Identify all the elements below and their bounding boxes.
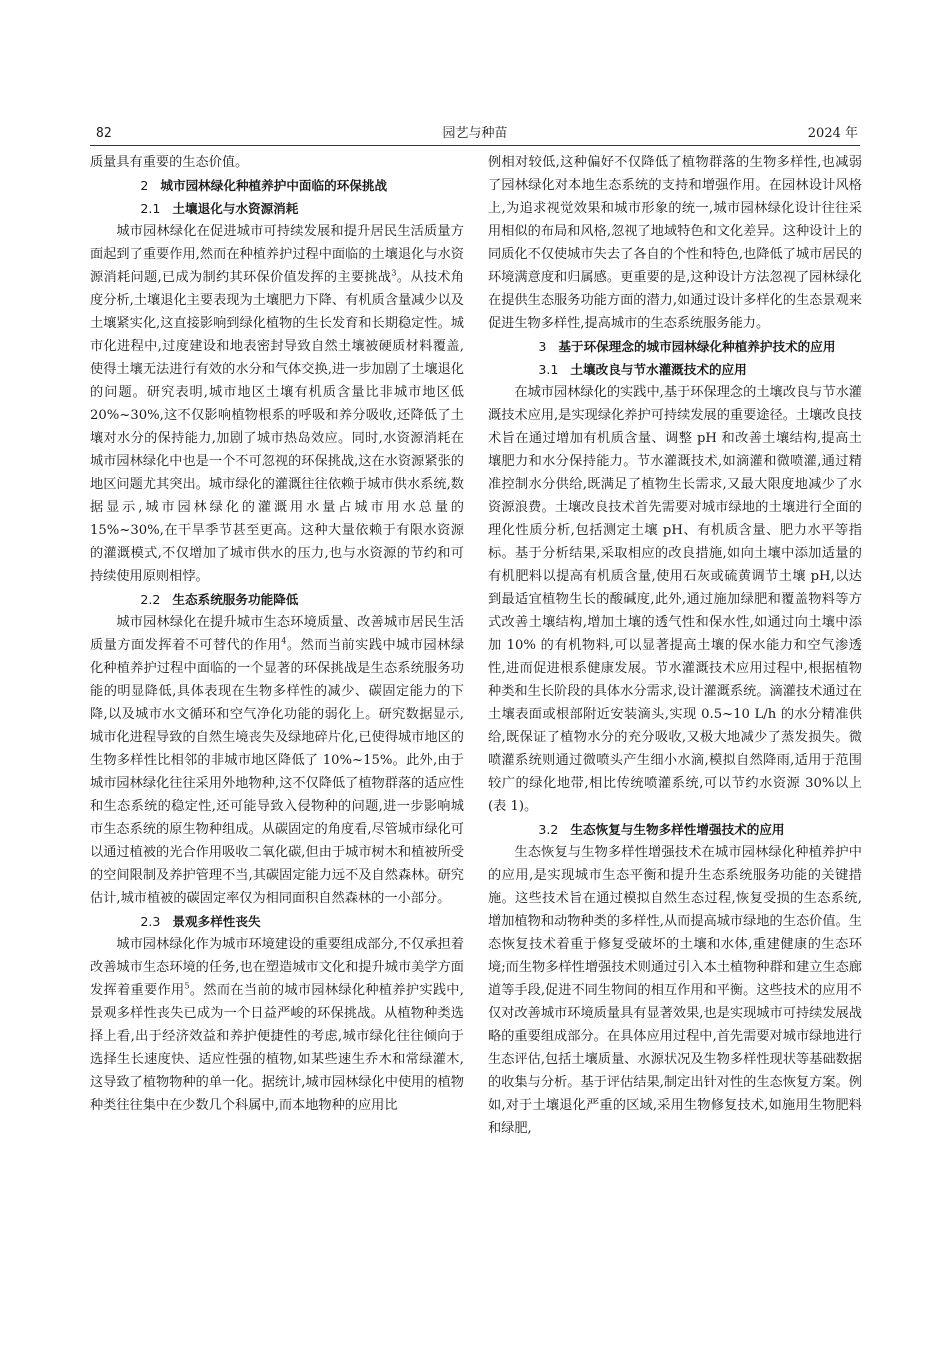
section-number: 3.1 <box>538 362 559 377</box>
section-3-1-heading <box>488 358 862 381</box>
paragraph-text: 城市园林绿化作为城市环境建设的重要组成部分,不仅承担着改善城市生态环境的任务,也在塑造城市文化和提升城市美学方面发挥着重要作用 <box>90 937 464 998</box>
continued-paragraph: 质量具有重要的生态价值。 <box>90 155 249 170</box>
page-number: 82 <box>96 126 112 141</box>
citation-ref: 4 <box>281 636 287 646</box>
section-number: 2.1 <box>140 201 161 216</box>
paragraph-text: 。然而在当前的城市园林绿化种植养护实践中,景观多样性丧失已成为一个日益严峻的环保挑战。从植物种类选择上看,出于经济效益和养护便捷性的考虑,城市绿化往往倾向于选择生长速度快、适应性强的植物,如某些速生乔木和常绿灌木,这导致了植物物种的单一化。据统计,城市园林绿化中使用的植物种类往往集中在少数几个科属中,而本地物种的应用比 <box>90 983 464 1113</box>
paragraph-text: 。从技术角度分析,土壤退化主要表现为土壤肥力下降、有机质含量减少以及土壤紧实化,这直接影响到绿化植物的生长发育和长期稳定性。城市化进程中,过度建设和地表密封导致自然土壤被硬质材料覆盖,使得土壤无法进行有效的水分和气体交换,进一步加剧了土壤退化的问题。研究表明,城市地区土壤有机质含量比非城市地区低 20%~30%,这不仅影响植物根系的呼吸和养分吸收,还降低了土壤对水分的保持能力,加剧了城市热岛效应。同时,水资源消耗在城市园林绿化中也是一个不可忽视的环保挑战,这在水资源紧张的地区问题尤其突出。城市绿化的灌溉往往依赖于城市供水系统,数据显示,城市园林绿化的灌溉用水量占城市用水总量的 15%~30%,在干旱季节甚至更高。这种大量依赖于有限水资源的灌溉模式,不仅增加了城市供水的压力,也与水资源的节约和可持续使用原则相悖。 <box>90 270 464 584</box>
section-title: 土壤退化与水资源消耗 <box>172 201 299 216</box>
section-number: 3 <box>538 339 547 354</box>
paragraph-text: 城市园林绿化在促进城市可持续发展和提升居民生活质量方面起到了重要作用,然而在种植养护过程中面临的土壤退化与水资源消耗问题,已成为制约其环保价值发挥的主要挑战 <box>90 224 464 285</box>
running-header <box>90 123 860 146</box>
section-title: 基于环保理念的城市园林绿化种植养护技术的应用 <box>558 339 836 354</box>
paragraph-text: 。然而当前实践中城市园林绿化种植养护过程中面临的一个显著的环保挑战是生态系统服务功能的明显降低,具体表现在生物多样性的减少、碳固定能力的下降,以及城市水文循环和空气净化功能的弱化上。研究数据显示,城市化进程导致的自然生境丧失及绿地碎片化,已使得城市地区的生物多样性比相邻的非城市地区降低了 10%~15%。此外,由于城市园林绿化往往采用外地物种,这不仅降低了植物群落的适应性和生态系统的稳定性,还可能导致入侵物种的问题,进一步影响城市生态系统的原生物种组成。从碳固定的角度看,尽管城市绿化可以通过植被的光合作用吸收二氧化碳,但由于城市树木和植被所受的空间限制及养护管理不当,其碳固定能力远不及自然森林。研究估计,城市植被的碳固定率仅为相同面积自然森林的一小部分。 <box>90 638 465 906</box>
section-title: 生态恢复与生物多样性增强技术的应用 <box>570 822 785 837</box>
journal-name: 园艺与种苗 <box>442 126 508 141</box>
citation-ref: 5 <box>184 981 190 991</box>
section-3-heading <box>488 335 862 358</box>
left-column <box>90 151 464 1117</box>
paragraph-3-2: 生态恢复与生物多样性增强技术在城市园林绿化种植养护中的应用,是实现城市生态平衡和提升生态系统服务功能的关键措施。这些技术旨在通过模拟自然生态过程,恢复受损的生态系统,增加植物和动物种类的多样性,从而提高城市绿地的生态价值。生态恢复技术着重于修复受破坏的土壤和水体,重建健康的生态环境;而生物多样性增强技术则通过引入本土植物种群和建立生态廊道等手段,促进不同生物间的相互作用和平衡。这些技术的应用不仅对改善城市环境质量具有显著效果,也是实现城市可持续发展战略的重要组成部分。在具体应用过程中,首先需要对城市绿地进行生态评估,包括土壤质量、水源状况及生物多样性现状等基础数据的收集与分析。基于评估结果,制定出针对性的生态恢复方案。例如,对于土壤退化严重的区域,采用生物修复技术,如施用生物肥料和绿肥, <box>488 845 862 1136</box>
paragraph-text: 城市园林绿化在提升城市生态环境质量、改善城市居民生活质量方面发挥着不可替代的作用 <box>90 615 464 653</box>
paragraph-2-1 <box>90 220 464 588</box>
paragraph-2-3 <box>90 933 464 1117</box>
section-title: 城市园林绿化种植养护中面临的环保挑战 <box>160 178 388 193</box>
section-2-1-heading <box>90 197 464 220</box>
section-2-3-heading <box>90 910 464 933</box>
section-number: 2.3 <box>140 914 161 929</box>
continued-paragraph: 例相对较低,这种偏好不仅降低了植物群落的生物多样性,也减弱了园林绿化对本地生态系统的支持和增强作用。在园林设计风格上,为追求视觉效果和城市形象的统一,城市园林绿化设计往往采用相似的布局和风格,忽视了地域特色和文化差异。这种设计上的同质化不仅使城市失去了各自的个性和特色,也降低了城市居民的环境满意度和归属感。更重要的是,这种设计方法忽视了园林绿化在提供生态服务功能方面的潜力,如通过设计多样化的生态景观来促进生物多样性,提高城市的生态系统服务能力。 <box>488 155 862 331</box>
paragraph-2-2 <box>90 611 464 910</box>
section-title: 生态系统服务功能降低 <box>172 592 299 607</box>
publication-year: 2024 年 <box>807 126 858 141</box>
section-2-heading <box>90 174 464 197</box>
section-title: 景观多样性丧失 <box>172 914 261 929</box>
section-title: 土壤改良与节水灌溉技术的应用 <box>570 362 747 377</box>
section-number: 3.2 <box>538 822 559 837</box>
paragraph-3-1: 在城市园林绿化的实践中,基于环保理念的土壤改良与节水灌溉技术应用,是实现绿化养护可持续发展的重要途径。土壤改良技术旨在通过增加有机质含量、调整 pH 和改善土壤结构,提高土壤肥力和水分保持能力。节水灌溉技术,如滴灌和微喷灌,通过精准控制水分供给,既满足了植物生长需求,又最大限度地减少了水资源浪费。土壤改良技术首先需要对城市绿地的土壤进行全面的理化性质分析,包括测定土壤 pH、有机质含量、肥力水平等指标。基于分析结果,采取相应的改良措施,如向土壤中添加适量的有机肥料以提高有机质含量,使用石灰或硫黄调节土壤 pH,以达到最适宜植物生长的酸碱度,此外,通过施加绿肥和覆盖物料等方式改善土壤结构,增加土壤的透气性和保水性,如通过向土壤中添加 10% 的有机物料,可以显著提高土壤的保水能力和空气渗透性,进而促进根系健康发展。节水灌溉技术应用过程中,根据植物种类和生长阶段的具体水分需求,设计灌溉系统。滴灌技术通过在土壤表面或根部附近安装滴头,实现 0.5~10 L/h 的水分精准供给,既保证了植物水分的充分吸收,又极大地减少了蒸发损失。微喷灌系统则通过微喷头产生细小水滴,模拟自然降雨,适用于范围较广的绿化地带,相比传统喷灌系统,可以节约水资源 30%以上(表 1)。 <box>488 385 862 814</box>
section-number: 2.2 <box>140 592 161 607</box>
section-number: 2 <box>140 178 149 193</box>
section-3-2-heading <box>488 818 862 841</box>
right-column <box>488 151 862 1140</box>
citation-ref: 3 <box>391 268 397 278</box>
section-2-2-heading <box>90 588 464 611</box>
